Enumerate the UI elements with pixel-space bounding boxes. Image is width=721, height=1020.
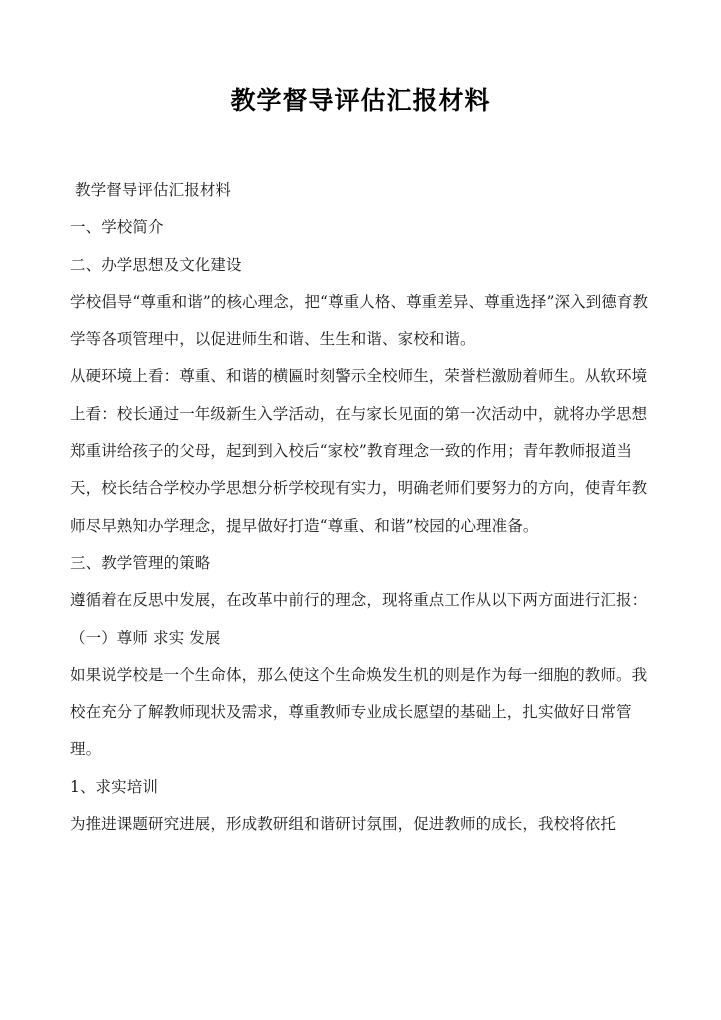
heading-teaching-management: 三、教学管理的策略: [70, 553, 211, 572]
paragraph-strategy: 遵循着在反思中发展，在改革中前行的理念，现将重点工作从以下两方面进行汇报：: [70, 591, 648, 610]
paragraph-teachers: 如果说学校是一个生命体，那么使这个生命焕发生机的则是作为每一细胞的教师。我校在充分了解教师现状及需求，尊重教师专业成长愿望的基础上，扎实做好日常管理。: [70, 665, 648, 759]
paragraph-subject-line: 教学督导评估汇报材料: [70, 181, 232, 199]
paragraph-environment: 从硬环境上看：尊重、和谐的横匾时刻警示全校师生，荣誉栏激励着师生。从软环境上看：校长通过一年级新生入学活动，在与家长见面的第一次活动中，就将办学思想郑重讲给孩子的父母，起到到入校后“家校”教育理念一致的作用；青年教师报道当天，校长结合学校办学思想分析学校现有实力，明确老师们要努力的方向，使青年教师尽早熟知办学理念，提早做好打造“尊重、和谐”校园的心理准备。: [70, 367, 648, 535]
heading-philosophy-culture: 二、办学思想及文化建设: [70, 255, 242, 274]
paragraph-core-idea: 学校倡导“尊重和谐”的核心理念，把“尊重人格、尊重差异、尊重选择”深入到德育教学等各项管理中，以促进师生和谐、生生和谐、家校和谐。: [70, 292, 649, 349]
subheading-respect-teachers: （一）尊师 求实 发展: [70, 628, 221, 647]
page-title: 教学督导评估汇报材料: [230, 86, 491, 115]
document-body: [70, 172, 656, 843]
paragraph-training: 为推进课题研究进展，形成教研组和谐研讨氛围，促进教师的成长，我校将依托: [70, 815, 617, 834]
heading-school-intro: 一、学校简介: [70, 218, 164, 237]
list-item-practical-training: 1、求实培训: [70, 777, 158, 796]
